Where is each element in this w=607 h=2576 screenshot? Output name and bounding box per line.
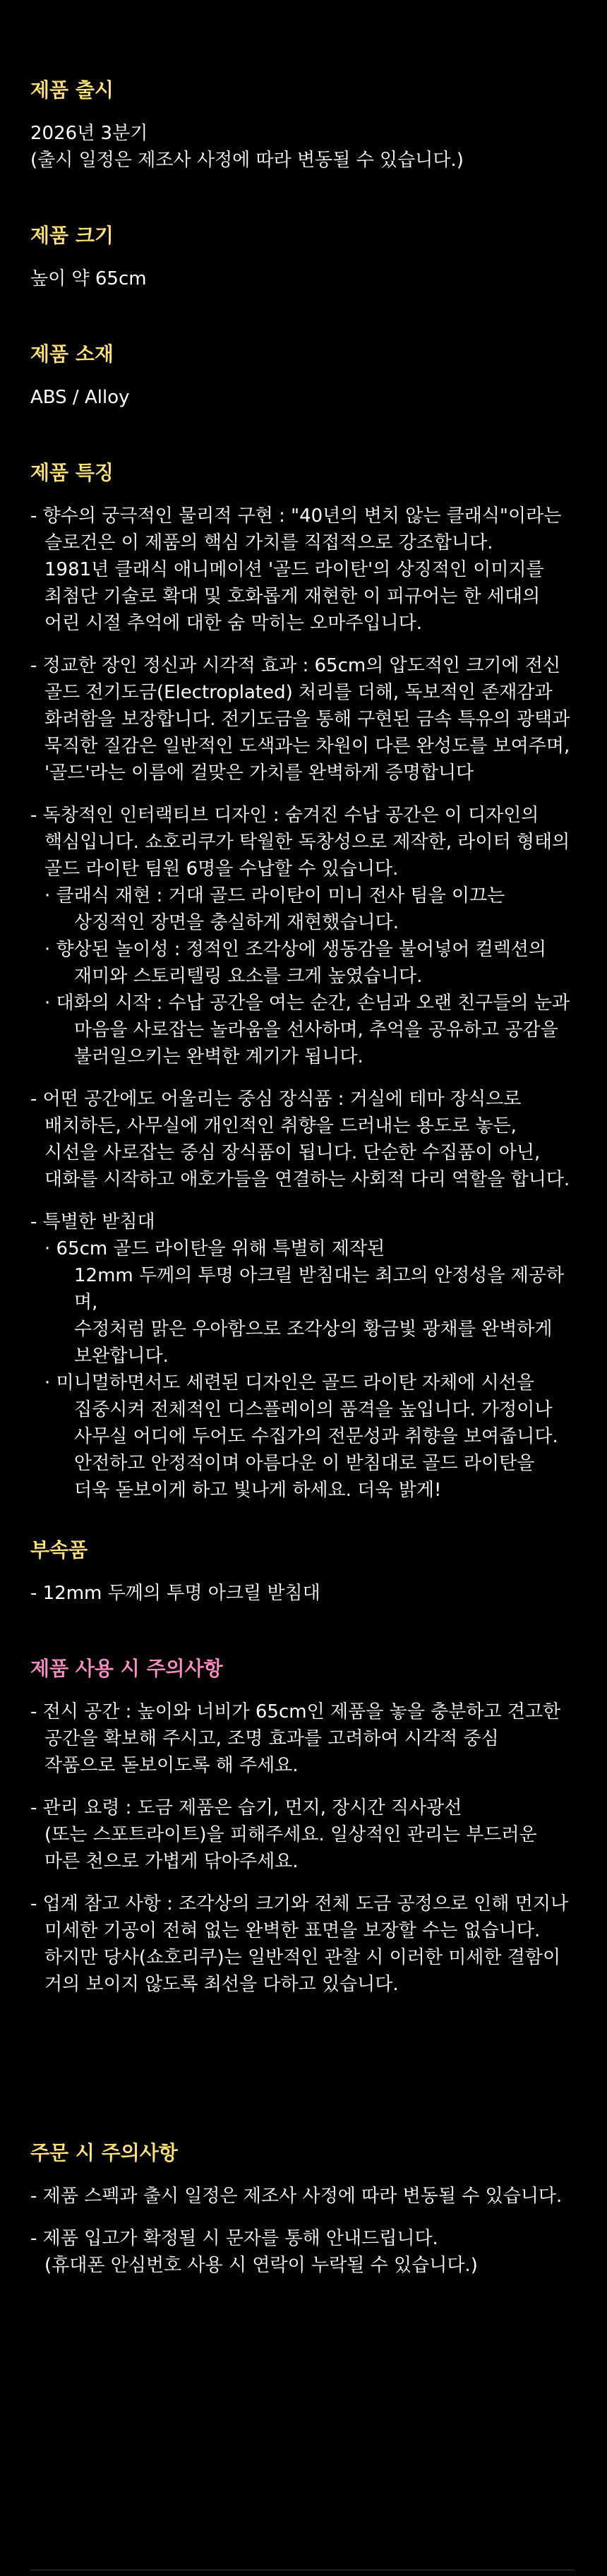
- sub-item-stand-design: · 미니멀하면서도 세련된 디자인은 골드 라이탄 자체에 시선을 집중시켜 전체적인 디스플레이의 품격을 높입니다. 가정이나 사무실 어디에 두어도 수집가의 전문성과 취향을 보여줍니다. 안전하고 안정적이며 아름다운 이 받침대로 골드 라이탄을 더욱 돋보이게 하고 빛나게 하세요. 더욱 밝게!: [44, 1372, 558, 1501]
- feature-item-stand: - 특별한 받침대 · 65cm 골드 라이탄을 위해 특별히 제작된 12mm 두께의 투명 아크릴 받침대는 최고의 안정성을 제공하며, 수정처럼 맑은 우아함으로 조각상의 황금빛 광채를 완벽하게 보완합니다. · 미니멀하면서도 세련된 디자인은 골드 라이탄 자체에 시선을 집중시켜 전체적인 디스플레이의 품격을 높입니다. 가정이나 사무실 어디에 두어도 수집가의 전문성과 취향을 보여줍니다. 안전하고 안정적이며 아름다운 이 받침대로 골드 라이탄을 더욱 돋보이게 하고 빛나게 하세요. 더욱 밝게!: [30, 1209, 575, 1504]
- material-text: ABS / Alloy: [30, 387, 130, 408]
- usage-title: 제품 사용 시 주의사항: [30, 1657, 223, 1680]
- release-title: 제품 출시: [30, 78, 114, 102]
- accessories-title: 부속품: [30, 1538, 88, 1562]
- sub-item-playability: · 향상된 놀이성 : 정적인 조각상에 생동감을 불어넣어 컬렉션의 재미와 스토리텔링 요소를 크게 높였습니다.: [44, 939, 547, 987]
- sub-item-conversation: · 대화의 시작 : 수납 공간을 여는 순간, 손님과 오랜 친구들의 눈과 마음을 사로잡는 놀라움을 선사하며, 추억을 공유하고 공감을 불러일으키는 완벽한 계기가 됩니다.: [44, 993, 570, 1067]
- features-title: 제품 특징: [30, 461, 114, 484]
- features-section: [30, 459, 575, 1504]
- feature-item-nostalgia: - 향수의 궁극적인 물리적 구현 : "40년의 변치 않는 클래식"이라는 슬로건은 이 제품의 핵심 가치를 직접적으로 강조합니다. 1981년 클래식 애니메이션 '골드 라이탄'의 상징적인 이미지를 최첨단 기술로 확대 및 호화롭게 재현한 이 피규어는 한 세대의 어린 시절 추억에 대한 숨 막히는 오마주입니다.: [30, 505, 562, 634]
- sub-item-stand-stability: · 65cm 골드 라이탄을 위해 특별히 제작된 12mm 두께의 투명 아크릴 받침대는 최고의 안정성을 제공하며, 수정처럼 맑은 우아함으로 조각상의 황금빛 광채를 완벽하게 보완합니다.: [44, 1238, 565, 1367]
- size-title: 제품 크기: [30, 224, 114, 247]
- usage-section: [30, 1655, 575, 1998]
- sub-item-classic: · 클래식 재현 : 거대 골드 라이탄이 미니 전사 팀을 이끄는 상징적인 장면을 충실하게 재현했습니다.: [44, 885, 505, 933]
- material-title: 제품 소재: [30, 342, 114, 366]
- accessories-section: [30, 1536, 575, 1607]
- size-text: 높이 약 65cm: [30, 268, 147, 289]
- material-section: [30, 340, 575, 411]
- accessories-text: - 12mm 두께의 투명 아크릴 받침대: [30, 1583, 320, 1604]
- release-note: (출시 일정은 제조사 사정에 따라 변동될 수 있습니다.): [30, 150, 464, 171]
- release-section: [30, 76, 575, 174]
- feature-item-interactive: - 독창적인 인터랙티브 디자인 : 숨겨진 수납 공간은 이 디자인의 핵심입니다. 쇼호리쿠가 탁월한 독창성으로 제작한, 라이터 형태의 골드 라이탄 팀원 6명을 수납할 수 있습니다. · 클래식 재현 : 거대 골드 라이탄이 미니 전사 팀을 이끄는 상징적인 장면을 충실하게 재현했습니다. · 향상된 놀이성 : 정적인 조각상에 생동감을 불어넣어 컬렉션의 재미와 스토리텔링 요소를 크게 높였습니다. · 대화의 시작 : 수납 공간을 여는 순간, 손님과 오랜 친구들의 눈과 마음을 사로잡는 놀라움을 선사하며, 추억을 공유하고 공감을 불러일으키는 완벽한 계기가 됩니다.: [30, 802, 575, 1070]
- usage-item-industry-note: - 업계 참고 사항 : 조각상의 크기와 전체 도금 공정으로 인해 먼지나 미세한 기공이 전혀 없는 완벽한 표면을 보장할 수는 없습니다. 하지만 당사(쇼호리쿠)는 일반적인 관찰 시 이러한 미세한 결함이 거의 보이지 않도록 최선을 다하고 있습니다.: [30, 1893, 569, 1995]
- order-item-sms-notice: - 제품 입고가 확정될 시 문자를 통해 안내드립니다. (휴대폰 안심번호 사용 시 연락이 누락될 수 있습니다.): [30, 2228, 478, 2276]
- feature-item-craftsmanship: - 정교한 장인 정신과 시각적 효과 : 65cm의 압도적인 크기에 전신 골드 전기도금(Electroplated) 처리를 더해, 독보적인 존재감과 화려함을 보장합니다. 전기도금을 통해 구현된 금속 특유의 광택과 묵직한 질감은 일반적인 도색과는 차원이 다른 완성도를 보여주며, '골드'라는 이름에 걸맞은 가치를 완벽하게 증명합니다: [30, 655, 570, 784]
- usage-item-display-space: - 전시 공간 : 높이와 너비가 65cm인 제품을 놓을 충분하고 견고한 공간을 확보해 주시고, 조명 효과를 고려하여 시각적 중심 작품으로 돋보이도록 해 주세요.: [30, 1701, 561, 1776]
- feature-item-centerpiece: - 어떤 공간에도 어울리는 중심 장식품 : 거실에 테마 장식으로 배치하든, 사무실에 개인적인 취향을 드러내는 용도로 놓든, 시선을 사로잡는 중심 장식품이 됩니다. 단순한 수집품이 아닌, 대화를 시작하고 애호가들을 연결하는 사회적 다리 역할을 합니다.: [30, 1089, 570, 1190]
- release-date: 2026년 3분기: [30, 123, 148, 144]
- order-section: [30, 2139, 575, 2279]
- usage-item-care: - 관리 요령 : 도금 제품은 습기, 먼지, 장시간 직사광선 (또는 스포트라이트)을 피해주세요. 일상적인 관리는 부드러운 마른 천으로 가볍게 닦아주세요.: [30, 1797, 537, 1872]
- order-title: 주문 시 주의사항: [30, 2141, 178, 2164]
- order-item-spec-change: - 제품 스펙과 출시 일정은 제조사 사정에 따라 변동될 수 있습니다.: [30, 2186, 563, 2207]
- size-section: [30, 222, 575, 292]
